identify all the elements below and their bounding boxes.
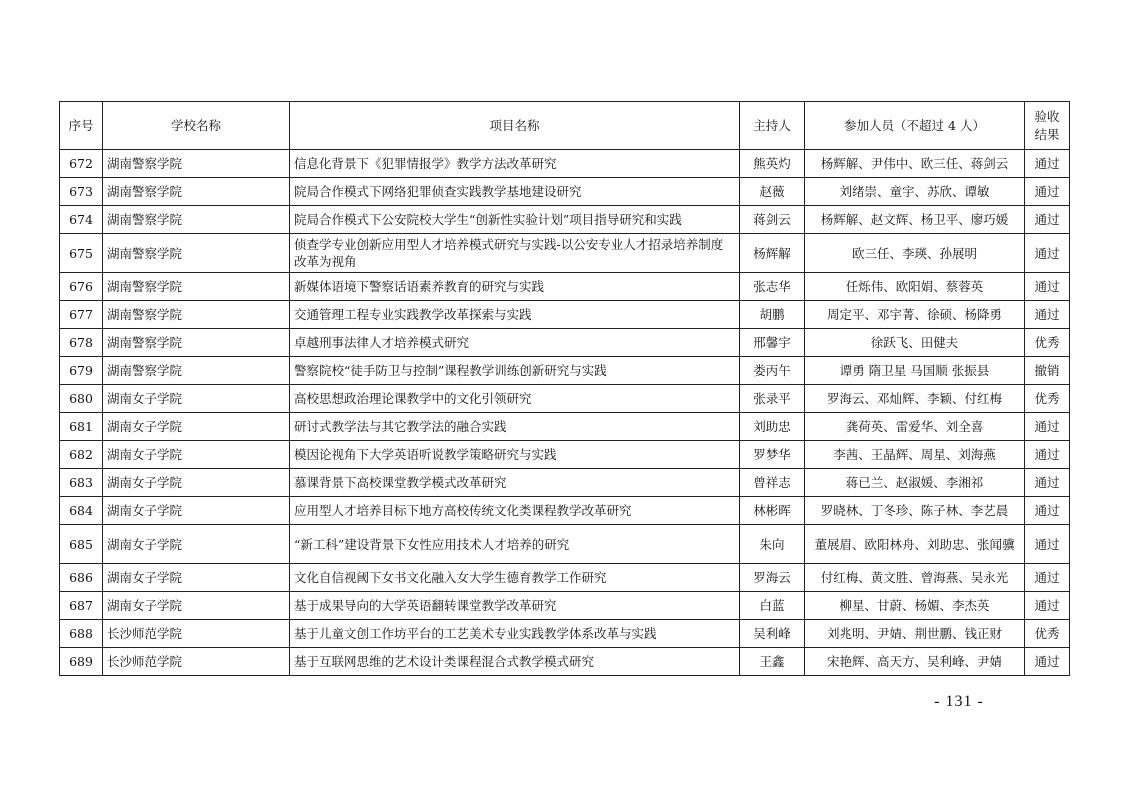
row-seq: 682 xyxy=(60,441,103,469)
row-project: 慕课背景下高校课堂教学模式改革研究 xyxy=(290,469,740,497)
row-project: 高校思想政治理论课教学中的文化引领研究 xyxy=(290,385,740,413)
header-project: 项目名称 xyxy=(290,102,740,150)
row-school: 湖南女子学院 xyxy=(103,385,290,413)
header-result-line2: 结果 xyxy=(1034,126,1060,142)
row-project: “新工科”建设背景下女性应用技术人才培养的研究 xyxy=(290,525,740,564)
row-result: 通过 xyxy=(1025,469,1070,497)
row-seq: 688 xyxy=(60,620,103,648)
row-members: 龚荷英、雷爱华、刘全喜 xyxy=(805,413,1025,441)
row-seq: 672 xyxy=(60,150,103,178)
row-seq: 679 xyxy=(60,357,103,385)
header-school: 学校名称 xyxy=(103,102,290,150)
row-project: 新媒体语境下警察话语素养教育的研究与实践 xyxy=(290,273,740,301)
row-seq: 678 xyxy=(60,329,103,357)
table-row xyxy=(60,206,1070,234)
row-result: 通过 xyxy=(1025,234,1070,273)
table-row xyxy=(60,413,1070,441)
row-school: 湖南女子学院 xyxy=(103,497,290,525)
row-result: 通过 xyxy=(1025,441,1070,469)
row-leader: 王鑫 xyxy=(740,648,805,676)
row-members: 杨辉解、赵文辉、杨卫平、廖巧媛 xyxy=(805,206,1025,234)
row-school: 湖南警察学院 xyxy=(103,357,290,385)
table-row xyxy=(60,301,1070,329)
table-header-row xyxy=(60,102,1070,150)
row-leader: 罗海云 xyxy=(740,564,805,592)
row-seq: 676 xyxy=(60,273,103,301)
table-row xyxy=(60,441,1070,469)
row-result: 通过 xyxy=(1025,150,1070,178)
row-seq: 684 xyxy=(60,497,103,525)
row-school: 湖南警察学院 xyxy=(103,329,290,357)
table-row xyxy=(60,497,1070,525)
header-result-line1: 验收 xyxy=(1034,108,1060,124)
row-result: 通过 xyxy=(1025,413,1070,441)
row-members: 杨辉解、尹伟中、欧三任、蒋剑云 xyxy=(805,150,1025,178)
row-result: 通过 xyxy=(1025,525,1070,564)
row-leader: 林彬晖 xyxy=(740,497,805,525)
row-school: 湖南女子学院 xyxy=(103,441,290,469)
row-leader: 赵薇 xyxy=(740,178,805,206)
table-row xyxy=(60,273,1070,301)
row-project: 基于儿童文创工作坊平台的工艺美术专业实践教学体系改革与实践 xyxy=(290,620,740,648)
table-row xyxy=(60,525,1070,564)
row-seq: 674 xyxy=(60,206,103,234)
project-acceptance-table xyxy=(59,101,1070,676)
row-members: 刘兆明、尹婧、荆世鹏、钱正财 xyxy=(805,620,1025,648)
row-leader: 罗梦华 xyxy=(740,441,805,469)
table-row xyxy=(60,329,1070,357)
page-number: - 131 - xyxy=(934,693,984,710)
row-result: 通过 xyxy=(1025,648,1070,676)
table-row xyxy=(60,357,1070,385)
row-school: 湖南女子学院 xyxy=(103,413,290,441)
row-school: 湖南警察学院 xyxy=(103,234,290,273)
row-result: 优秀 xyxy=(1025,620,1070,648)
row-members: 罗晓林、丁冬珍、陈子林、李艺晨 xyxy=(805,497,1025,525)
row-school: 长沙师范学院 xyxy=(103,620,290,648)
row-result: 撤销 xyxy=(1025,357,1070,385)
table-row xyxy=(60,178,1070,206)
row-members: 任烁伟、欧阳娟、蔡蓉英 xyxy=(805,273,1025,301)
row-seq: 683 xyxy=(60,469,103,497)
header-leader: 主持人 xyxy=(740,102,805,150)
row-members: 柳星、甘蔚、杨媚、李杰英 xyxy=(805,592,1025,620)
row-seq: 680 xyxy=(60,385,103,413)
row-result: 通过 xyxy=(1025,273,1070,301)
row-leader: 杨辉解 xyxy=(740,234,805,273)
row-result: 优秀 xyxy=(1025,385,1070,413)
header-seq: 序号 xyxy=(60,102,103,150)
row-members: 蒋已兰、赵淑媛、李湘祁 xyxy=(805,469,1025,497)
row-result: 通过 xyxy=(1025,497,1070,525)
row-project: 侦查学专业创新应用型人才培养模式研究与实践-以公安专业人才招录培养制度改革为视角 xyxy=(290,234,740,273)
table-row xyxy=(60,385,1070,413)
row-school: 湖南警察学院 xyxy=(103,150,290,178)
row-seq: 677 xyxy=(60,301,103,329)
row-result: 通过 xyxy=(1025,178,1070,206)
row-result: 通过 xyxy=(1025,301,1070,329)
row-seq: 675 xyxy=(60,234,103,273)
row-seq: 673 xyxy=(60,178,103,206)
row-leader: 张录平 xyxy=(740,385,805,413)
header-result xyxy=(1025,102,1070,150)
row-result: 通过 xyxy=(1025,592,1070,620)
table-row xyxy=(60,564,1070,592)
row-school: 长沙师范学院 xyxy=(103,648,290,676)
row-leader: 白蓝 xyxy=(740,592,805,620)
header-members: 参加人员（不超过 4 人） xyxy=(805,102,1025,150)
row-seq: 689 xyxy=(60,648,103,676)
row-project: 基于互联网思维的艺术设计类课程混合式教学模式研究 xyxy=(290,648,740,676)
row-members: 徐跃飞、田健夫 xyxy=(805,329,1025,357)
row-leader: 邢馨宇 xyxy=(740,329,805,357)
row-project: 卓越刑事法律人才培养模式研究 xyxy=(290,329,740,357)
row-leader: 胡鹏 xyxy=(740,301,805,329)
table-row xyxy=(60,469,1070,497)
row-members: 谭勇 隋卫星 马国顺 张振县 xyxy=(805,357,1025,385)
row-leader: 曾祥志 xyxy=(740,469,805,497)
row-result: 通过 xyxy=(1025,206,1070,234)
row-school: 湖南警察学院 xyxy=(103,301,290,329)
row-school: 湖南警察学院 xyxy=(103,178,290,206)
row-project: 文化自信视阈下女书文化融入女大学生德育教学工作研究 xyxy=(290,564,740,592)
row-members: 周定平、邓宇菁、徐硕、杨降勇 xyxy=(805,301,1025,329)
row-project: 研讨式教学法与其它教学法的融合实践 xyxy=(290,413,740,441)
row-members: 宋艳辉、高天方、吴利峰、尹婧 xyxy=(805,648,1025,676)
row-school: 湖南女子学院 xyxy=(103,564,290,592)
row-members: 欧三任、李瑛、孙展明 xyxy=(805,234,1025,273)
row-seq: 681 xyxy=(60,413,103,441)
row-leader: 娄丙午 xyxy=(740,357,805,385)
table-row xyxy=(60,620,1070,648)
table-body xyxy=(60,150,1070,676)
row-result: 通过 xyxy=(1025,564,1070,592)
row-project: 院局合作模式下公安院校大学生“创新性实验计划”项目指导研究和实践 xyxy=(290,206,740,234)
row-leader: 熊英灼 xyxy=(740,150,805,178)
row-seq: 686 xyxy=(60,564,103,592)
row-members: 付红梅、黄文胜、曾海燕、吴永光 xyxy=(805,564,1025,592)
table-row xyxy=(60,648,1070,676)
row-school: 湖南女子学院 xyxy=(103,525,290,564)
row-school: 湖南警察学院 xyxy=(103,273,290,301)
row-project: 基于成果导向的大学英语翻转课堂教学改革研究 xyxy=(290,592,740,620)
row-members: 李茜、王晶辉、周星、刘海燕 xyxy=(805,441,1025,469)
row-members: 刘绪崇、童宇、苏欣、谭敏 xyxy=(805,178,1025,206)
row-seq: 687 xyxy=(60,592,103,620)
row-result: 优秀 xyxy=(1025,329,1070,357)
row-project: 交通管理工程专业实践教学改革探索与实践 xyxy=(290,301,740,329)
row-school: 湖南警察学院 xyxy=(103,206,290,234)
row-leader: 朱向 xyxy=(740,525,805,564)
row-leader: 张志华 xyxy=(740,273,805,301)
row-seq: 685 xyxy=(60,525,103,564)
table-row xyxy=(60,592,1070,620)
row-school: 湖南女子学院 xyxy=(103,469,290,497)
table-row xyxy=(60,234,1070,273)
row-leader: 吴利峰 xyxy=(740,620,805,648)
row-project: 警察院校“徒手防卫与控制”课程教学训练创新研究与实践 xyxy=(290,357,740,385)
row-project: 模因论视角下大学英语听说教学策略研究与实践 xyxy=(290,441,740,469)
row-school: 湖南女子学院 xyxy=(103,592,290,620)
row-project: 院局合作模式下网络犯罪侦查实践教学基地建设研究 xyxy=(290,178,740,206)
table-row xyxy=(60,150,1070,178)
row-leader: 蒋剑云 xyxy=(740,206,805,234)
row-project: 应用型人才培养目标下地方高校传统文化类课程教学改革研究 xyxy=(290,497,740,525)
row-members: 罗海云、邓灿辉、李颖、付红梅 xyxy=(805,385,1025,413)
row-members: 董展眉、欧阳林舟、刘助忠、张闻骥 xyxy=(805,525,1025,564)
row-project: 信息化背景下《犯罪情报学》教学方法改革研究 xyxy=(290,150,740,178)
row-leader: 刘助忠 xyxy=(740,413,805,441)
